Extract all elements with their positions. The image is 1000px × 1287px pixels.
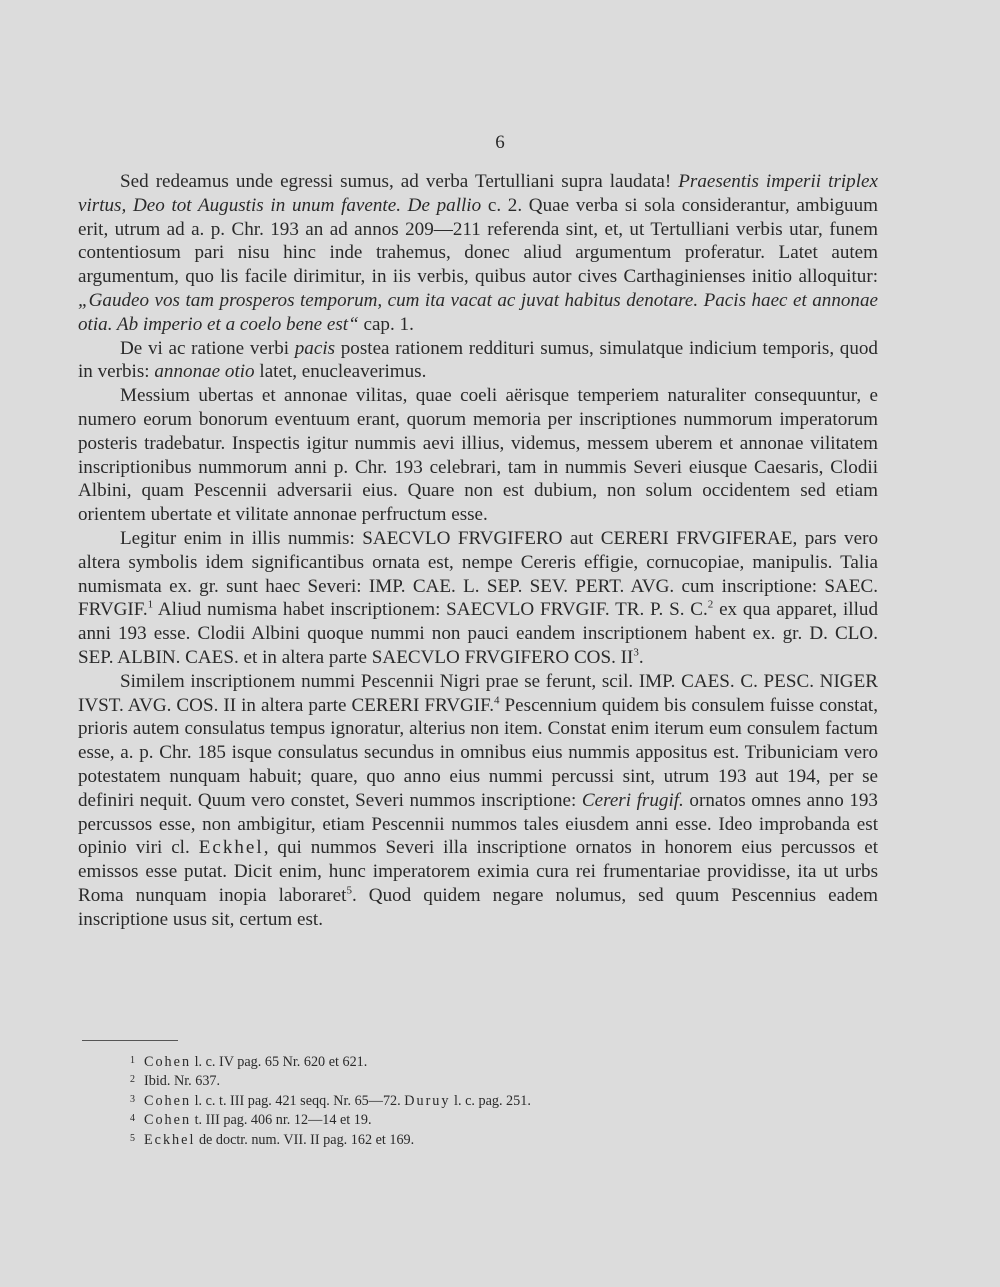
- page-number: 6: [495, 132, 505, 153]
- footnote-text: Ibid. Nr. 637.: [144, 1073, 221, 1090]
- text-run: Pescennium quidem bis consulem fuisse constat, prioris autem consulatus tempus ignoratur, alterius non item. Constat enim iterum eum consulem factum esse, a. p. Chr. 185 isque consulatus secundus in omnibus eius nummis appositus est. Tribuniciam vero potestatem nunquam habuit; quare, quo anno eius nummi percussi sint, utrum 193 aut 194, per se definiri nequit. Quum vero constet, Severi nummos inscriptione:: [78, 694, 879, 811]
- body-text: [78, 170, 878, 932]
- text-run: Messium ubertas et annonae vilitas, quae coeli aërisque temperiem naturaliter consequuntur, e numero eorum bonorum eventuum erant, quorum memoria per inscriptiones nummorum imperatorum posteris tradebatur. Inspectis igitur nummis aevi illius, videmus, messem uberem et annonae vilitatem inscriptionibus nummorum anni p. Chr. 193 celebrari, tam in nummis Severi eiusque Caesaris, Clodii Albini, quam Pescennii adversarii eius. Quare non est dubium, non solum occidentem sed etiam orientem ubertate et vilitate annonae perfructum esse.: [78, 385, 878, 526]
- text-run: Eckhel: [198, 837, 264, 859]
- text-run: latet, enucleaverimus.: [254, 361, 427, 383]
- footnote: [130, 1071, 750, 1090]
- paragraph: [78, 384, 878, 527]
- footnote: [130, 1091, 750, 1110]
- text-run: Cereri frugif.: [581, 789, 684, 811]
- text-run: Praesentis imperii triplex virtus, Deo tot Augustis in unum favente. De pallio: [78, 171, 878, 216]
- text-run: ornatos omnes anno 193 percussos esse, non ambigitur, etiam Pescennii nummos tales eiusdem anni esse. Ideo improbanda est opinio viri cl.: [78, 789, 878, 859]
- text-run: .: [638, 646, 644, 668]
- footnote-author: Cohen: [144, 1092, 192, 1109]
- footnote-ref: 4: [494, 694, 500, 707]
- paragraph: [78, 527, 878, 670]
- paragraph: [78, 337, 878, 385]
- footnote-author: Duruy: [404, 1092, 451, 1109]
- footnote-number: 4: [130, 1113, 135, 1125]
- footnote-number: 1: [130, 1055, 135, 1066]
- footnotes: [130, 1052, 750, 1149]
- footnote-text: de doctr. num. VII. II pag. 162 et 169.: [195, 1131, 415, 1148]
- footnote-number: 5: [130, 1132, 135, 1144]
- footnote-number: 3: [130, 1093, 135, 1105]
- text-run: annonae otio: [154, 361, 255, 383]
- text-run: „Gaudeo vos tam prosperos temporum, cum ita vacat ac juvat habitus denotare. Pacis haec et annonae otia. Ab imperio et a coelo bene est“: [78, 289, 878, 335]
- text-run: Sed redeamus unde egressi sumus, ad verba Tertulliani supra laudata!: [120, 171, 679, 192]
- text-run: Similem inscriptionem nummi Pescennii Nigri prae se ferunt, scil. IMP. CAES. C. PESC. NIGER IVST. AVG. COS. II in altera parte CERERI FRVGIF.: [78, 670, 878, 716]
- footnote-text: l. c. pag. 251.: [450, 1092, 531, 1109]
- footnote-text: l. c. t. III pag. 421 seqq. Nr. 65—72.: [191, 1092, 405, 1109]
- footnote-author: Cohen: [144, 1112, 192, 1129]
- footnote-divider: [82, 1040, 178, 1041]
- footnote-ref: 5: [346, 884, 352, 897]
- text-run: ex qua apparet, illud anni 193 esse. Clodii Albini quoque nummi non pauci eandem inscriptionem habent ex. gr. D. CLO. SEP. ALBIN. CAES. et in altera parte SAECVLO FRVGIFERO COS. II: [78, 599, 878, 668]
- text-run: Aliud numisma habet inscriptionem: SAECVLO FRVGIF. TR. P. S. C.: [153, 599, 708, 621]
- footnote-ref: 2: [707, 598, 714, 611]
- text-run: postea rationem reddituri sumus, simulatque indicium temporis, quod in verbis:: [78, 337, 878, 383]
- text-run: Legitur enim in illis nummis: SAECVLO FRVGIFERO aut CERERI FRVGIFERAE, pars vero altera symbolis idem significantibus ornata est, nempe Cereris effigie, cornucopiae, manipulis. Talia numismata ex. gr. sunt haec Severi: IMP. CAE. L. SEP. SEV. PERT. AVG. cum inscriptione: SAEC. FRVGIF.: [78, 527, 878, 621]
- footnote: [130, 1130, 750, 1149]
- footnote: [130, 1052, 750, 1071]
- text-run: . Quod quidem negare nolumus, sed quum Pescennius eadem inscriptione usus sit, certum est.: [78, 884, 878, 930]
- text-run: pacis: [294, 337, 336, 359]
- text-run: , qui nummos Severi illa inscriptione ornatos in honorem eius percussos et emissos esse putat. Dicit enim, hunc imperatorem eximia cura rei frumentariae providisse, ita ut urbs Roma nunquam inopia laboraret: [78, 837, 878, 906]
- footnote-number: 2: [130, 1074, 135, 1086]
- text-run: c. 2. Quae verba si sola considerantur, ambiguum erit, utrum ad a. p. Chr. 193 an ad annos 209—211 referenda sint, et, ut Tertulliani verbis utar, funem contentiosum pari nisu hinc inde trahemus, donec aliud argumentum proferatur. Latet autem argumentum, quo lis facile dirimitur, in iis verbis, quibus autor cives Carthaginienses initio alloquitur:: [78, 194, 878, 288]
- paragraph: [78, 170, 878, 337]
- text-run: cap. 1.: [358, 313, 414, 335]
- footnote-ref: 3: [633, 646, 639, 659]
- footnote-ref: 1: [147, 598, 154, 611]
- footnote-text: l. c. IV pag. 65 Nr. 620 et 621.: [191, 1054, 368, 1070]
- footnote-text: t. III pag. 406 nr. 12—14 et 19.: [191, 1112, 372, 1129]
- footnote: [130, 1110, 750, 1129]
- text-run: De vi ac ratione verbi: [120, 337, 295, 359]
- paragraph: [78, 670, 878, 932]
- footnote-author: Eckhel: [144, 1131, 196, 1148]
- footnote-author: Cohen: [144, 1054, 192, 1070]
